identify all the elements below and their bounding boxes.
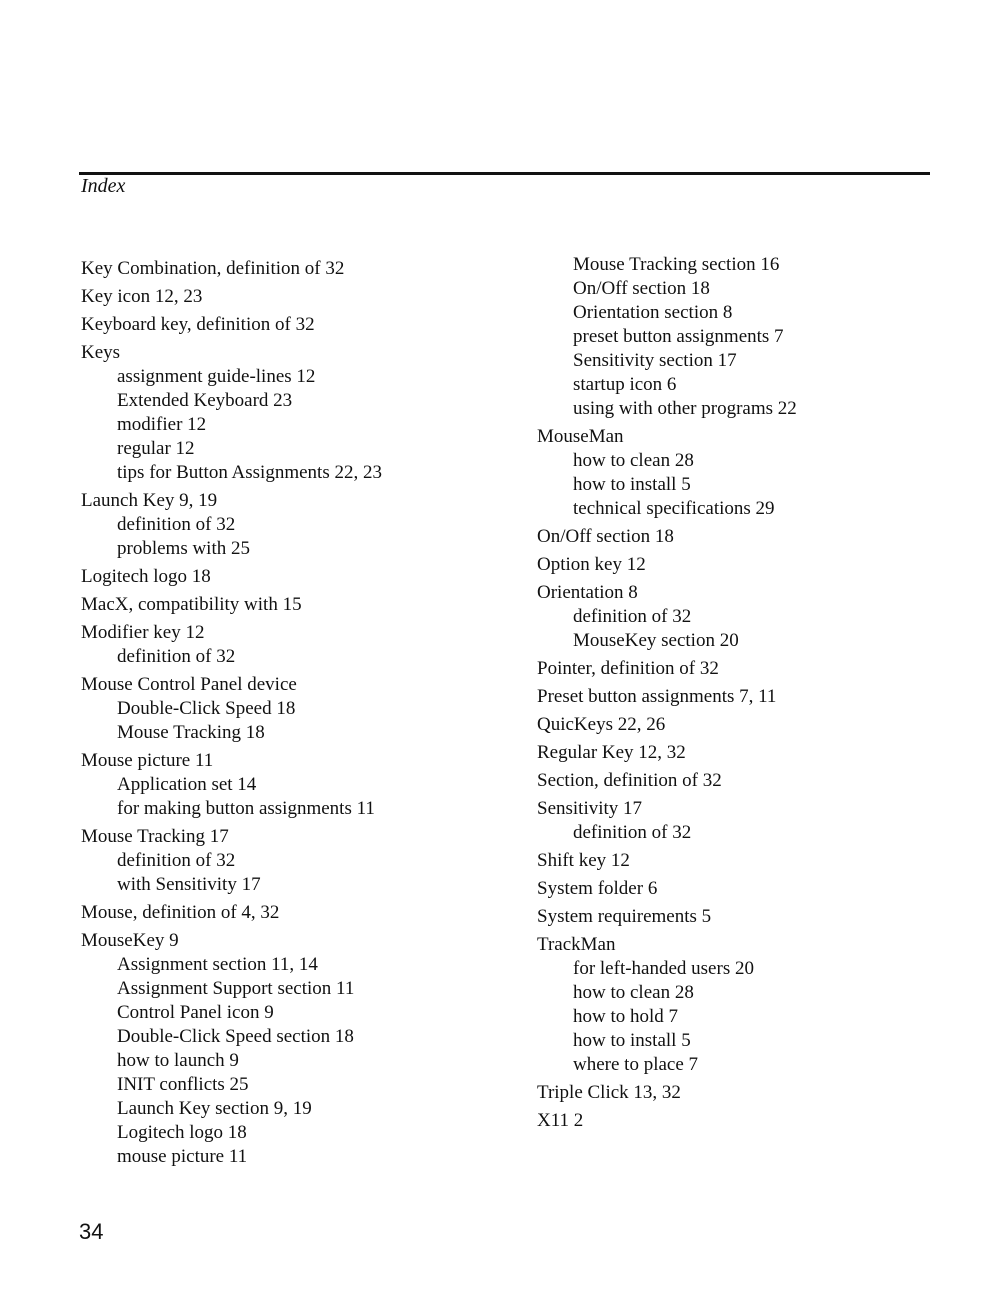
index-subentry: modifier 12 [117, 414, 207, 435]
index-entry [81, 621, 521, 669]
index-entry [537, 877, 957, 901]
index-entry-term: Shift key 12 [537, 850, 630, 871]
index-subentry: for making button assignments 11 [117, 798, 375, 819]
index-entry-term: MouseKey 9 [81, 930, 179, 951]
index-subentry: how to clean 28 [573, 982, 694, 1003]
index-subentry: Orientation section 8 [573, 302, 733, 323]
index-entry-term: Mouse, definition of 4, 32 [81, 902, 280, 923]
index-subentry: Double-Click Speed section 18 [117, 1026, 354, 1047]
index-subentry: INIT conflicts 25 [117, 1074, 249, 1095]
index-entry [81, 593, 521, 617]
index-entry [537, 933, 957, 1077]
index-entry [81, 257, 521, 281]
index-entry [537, 769, 957, 793]
index-subentry: for left-handed users 20 [573, 958, 754, 979]
index-entry [537, 253, 957, 421]
index-entry-term: Regular Key 12, 32 [537, 742, 686, 763]
index-entry-term: Sensitivity 17 [537, 798, 643, 819]
index-entry-term: MouseMan [537, 426, 624, 447]
index-entry [537, 1081, 957, 1105]
index-entry-term: Keys [81, 342, 121, 363]
index-subentry: how to hold 7 [573, 1006, 679, 1027]
index-entry [81, 749, 521, 821]
index-subentry: startup icon 6 [573, 374, 677, 395]
index-subentry: technical specifications 29 [573, 498, 775, 519]
index-entry [81, 825, 521, 897]
index-subentry: definition of 32 [117, 646, 236, 667]
index-column-left [81, 257, 521, 1173]
index-entry [537, 905, 957, 929]
index-subentry: Application set 14 [117, 774, 257, 795]
index-column-right [537, 253, 957, 1137]
index-entry [537, 741, 957, 765]
index-entry [537, 553, 957, 577]
index-entry-term: Mouse Tracking 17 [81, 826, 229, 847]
index-subentry: assignment guide-lines 12 [117, 366, 316, 387]
index-subentry: preset button assignments 7 [573, 326, 784, 347]
index-subentry: mouse picture 11 [117, 1146, 248, 1167]
index-entry [81, 285, 521, 309]
index-entry-term: Key Combination, definition of 32 [81, 258, 345, 279]
index-subentry: Mouse Tracking 18 [117, 722, 265, 743]
index-entry-term: X11 2 [537, 1110, 584, 1131]
index-subentry: Sensitivity section 17 [573, 350, 737, 371]
index-entry-term: TrackMan [537, 934, 616, 955]
index-entry [537, 849, 957, 873]
index-subentry: Assignment Support section 11 [117, 978, 355, 999]
index-entry-term: Mouse Control Panel device [81, 674, 297, 695]
index-entry-term: Orientation 8 [537, 582, 638, 603]
index-entry-term: On/Off section 18 [537, 526, 674, 547]
index-subentry: definition of 32 [117, 514, 236, 535]
index-entry-term: QuicKeys 22, 26 [537, 714, 666, 735]
index-entry [537, 713, 957, 737]
index-entry [81, 565, 521, 589]
index-subentry: where to place 7 [573, 1054, 699, 1075]
index-subentry: tips for Button Assignments 22, 23 [117, 462, 382, 483]
index-entry [537, 581, 957, 653]
index-entry [537, 685, 957, 709]
index-entry-term: MacX, compatibility with 15 [81, 594, 302, 615]
index-entry-term: Option key 12 [537, 554, 646, 575]
index-subentry: Mouse Tracking section 16 [573, 254, 780, 275]
index-subentry: Logitech logo 18 [117, 1122, 247, 1143]
index-entry [81, 313, 521, 337]
index-entry [81, 901, 521, 925]
index-subentry: how to clean 28 [573, 450, 694, 471]
index-subentry: definition of 32 [573, 822, 692, 843]
index-entry-term: Keyboard key, definition of 32 [81, 314, 315, 335]
index-entry-term: Triple Click 13, 32 [537, 1082, 681, 1103]
index-entry-term: Section, definition of 32 [537, 770, 722, 791]
index-subentry: Launch Key section 9, 19 [117, 1098, 312, 1119]
index-subentry: how to install 5 [573, 1030, 691, 1051]
running-head: Index [81, 175, 126, 197]
index-subentry: using with other programs 22 [573, 398, 797, 419]
index-subentry: Extended Keyboard 23 [117, 390, 293, 411]
index-entry-term: System requirements 5 [537, 906, 712, 927]
index-entry-term: Pointer, definition of 32 [537, 658, 719, 679]
index-subentry: Assignment section 11, 14 [117, 954, 318, 975]
index-entry [81, 673, 521, 745]
index-subentry: problems with 25 [117, 538, 250, 559]
index-entry [81, 489, 521, 561]
index-entry-term: Mouse picture 11 [81, 750, 214, 771]
index-subentry: MouseKey section 20 [573, 630, 739, 651]
page-number: 34 [79, 1219, 104, 1244]
index-entry [81, 929, 521, 1169]
index-entry [537, 525, 957, 549]
index-entry-term: Logitech logo 18 [81, 566, 211, 587]
index-entry [537, 797, 957, 845]
index-entry-term: System folder 6 [537, 878, 658, 899]
index-entry-term: Key icon 12, 23 [81, 286, 203, 307]
index-entry-term: Preset button assignments 7, 11 [537, 686, 777, 707]
index-subentry: how to launch 9 [117, 1050, 239, 1071]
index-entry [537, 657, 957, 681]
header-rule [79, 172, 930, 175]
index-subentry: definition of 32 [117, 850, 236, 871]
index-entry [537, 1109, 957, 1133]
index-subentry: On/Off section 18 [573, 278, 710, 299]
index-subentry: definition of 32 [573, 606, 692, 627]
index-subentry: Control Panel icon 9 [117, 1002, 274, 1023]
index-entry-term: Modifier key 12 [81, 622, 205, 643]
index-entry [537, 425, 957, 521]
index-subentry: with Sensitivity 17 [117, 874, 261, 895]
index-subentry: regular 12 [117, 438, 195, 459]
index-subentry: how to install 5 [573, 474, 691, 495]
index-entry [81, 341, 521, 485]
index-entry-term: Launch Key 9, 19 [81, 490, 218, 511]
index-subentry: Double-Click Speed 18 [117, 698, 296, 719]
